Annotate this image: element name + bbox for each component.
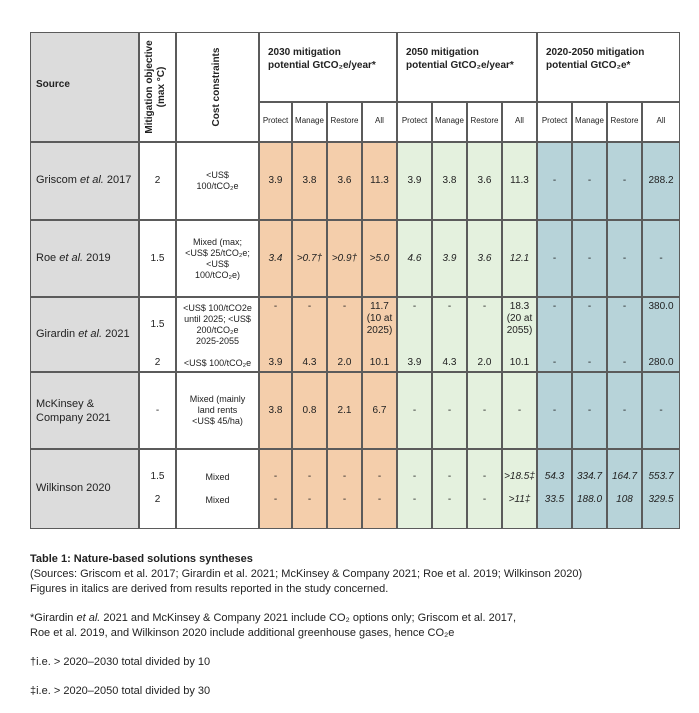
value-cell: 4.3 (302, 357, 317, 368)
value-cell: - (482, 494, 487, 505)
subheader-protect: Protect (401, 116, 428, 125)
body-cell (432, 449, 467, 529)
subheader-all: All (375, 116, 384, 125)
value-cell: 380.0 (648, 301, 674, 312)
value-cell: 3.9 (407, 357, 422, 368)
value-cell: - (587, 404, 592, 416)
body-cell (176, 449, 259, 529)
value-cell: - (447, 494, 452, 505)
value-cell: - (587, 357, 592, 368)
objective-value: 1.5 (150, 471, 165, 482)
value-cell: 4.6 (407, 252, 422, 264)
cost-line: <US$ (206, 170, 229, 180)
body-cell (607, 449, 642, 529)
value-cell: - (307, 494, 312, 505)
value-cell: 3.9 (442, 252, 457, 264)
cost-line: Mixed (max; (192, 236, 242, 247)
objective-value: 2 (154, 494, 161, 505)
body-cell (502, 449, 537, 529)
value-cell: - (622, 175, 627, 186)
value-cell: - (552, 404, 557, 416)
value-cell: - (552, 175, 557, 186)
value-cell: - (587, 301, 592, 312)
value-cell: - (447, 301, 452, 312)
value-cell: 0.8 (302, 404, 317, 416)
double-dagger-footnote: ‡i.e. > 2020–2050 total divided by 30 (30, 685, 211, 697)
header-g2050-line: 2050 mitigation (406, 47, 479, 58)
objective-value: 2 (154, 357, 161, 368)
value-cell: >18.5‡ (504, 471, 535, 482)
body-cell (537, 449, 572, 529)
body-cell (397, 449, 432, 529)
value-cell: - (587, 175, 592, 186)
value-cell: - (622, 301, 627, 312)
value-cell: - (552, 301, 557, 312)
header-g2020_2050-line: 2020-2050 mitigation (546, 47, 645, 58)
body-cell (642, 449, 680, 529)
subheader-manage: Manage (435, 116, 464, 125)
value-cell: 188.0 (576, 494, 603, 505)
value-cell: - (273, 301, 278, 312)
value-cell: 11.3 (510, 175, 529, 186)
subheader-restore: Restore (470, 116, 499, 125)
header-objective-label: Mitigation objective (max °C) (143, 40, 167, 134)
cost-line: land rents (197, 405, 238, 415)
value-cell: - (622, 404, 627, 416)
value-cell: - (412, 404, 417, 416)
table-sources: (Sources: Griscom et al. 2017; Girardin et al. 2021; McKinsey & Company 2021; Roe et al. 2019; Wilkinson 2020) (30, 568, 583, 580)
table-caption: Table 1: Nature-based solutions syntheses (30, 553, 253, 565)
value-cell: - (482, 471, 487, 482)
value-all-2050: (20 at (506, 313, 533, 324)
cost-line: Mixed (205, 471, 230, 482)
value-cell: - (622, 357, 627, 368)
value-cell: - (307, 301, 312, 312)
body-cell (30, 372, 139, 449)
source-label: Company 2021 (36, 411, 111, 424)
value-cell: - (482, 301, 487, 312)
subheader-restore: Restore (330, 116, 359, 125)
value-cell: 2.0 (337, 357, 352, 368)
value-cell: - (659, 252, 663, 264)
cost-line: <US$ 100/tCO₂e (183, 357, 252, 368)
header-source-label: Source (36, 79, 70, 90)
value-cell: - (412, 301, 417, 312)
value-cell: 3.6 (337, 175, 352, 186)
objective-value: 1.5 (150, 319, 165, 330)
value-cell: 280.0 (648, 357, 674, 368)
value-cell: 10.1 (509, 357, 530, 368)
value-cell: 288.2 (648, 175, 674, 186)
value-cell: 3.9 (268, 175, 283, 186)
body-cell (572, 449, 607, 529)
value-cell: - (342, 301, 347, 312)
body-cell (259, 449, 292, 529)
value-cell: >0.7† (296, 252, 323, 264)
value-cell: 33.5 (544, 494, 565, 505)
value-cell: 2.0 (477, 357, 492, 368)
italics-note: Figures in italics are derived from results reported in the study concerned. (30, 583, 389, 595)
value-all-2030: 11.7 (370, 301, 389, 312)
value-all-2030: 2025) (366, 325, 393, 336)
value-cell: 3.6 (477, 175, 492, 186)
body-cell (362, 449, 397, 529)
value-cell: - (307, 471, 312, 482)
cost-line: <US$ 100/tCO2e (183, 303, 252, 313)
cost-line: <US$ 25/tCO₂e; (185, 247, 250, 258)
subheader-manage: Manage (295, 116, 324, 125)
table-notes (30, 552, 670, 699)
value-cell: - (412, 494, 417, 505)
value-cell: - (412, 471, 417, 482)
value-cell: - (447, 404, 452, 416)
value-all-2030: (10 at (366, 313, 393, 324)
value-cell: 108 (616, 494, 633, 505)
value-all-2050: 18.3 (509, 301, 530, 312)
body-cell (467, 449, 502, 529)
value-cell: - (377, 494, 382, 505)
cost-line: until 2025; <US$ (184, 314, 251, 324)
value-cell: 3.6 (477, 252, 492, 264)
value-cell: 3.8 (442, 175, 457, 186)
cost-line: <US$ (206, 258, 229, 269)
header-g2030-line: potential GtCO₂e/year* (268, 60, 376, 71)
value-cell: - (342, 471, 347, 482)
subheader-protect: Protect (262, 116, 289, 125)
value-cell: - (659, 404, 663, 416)
value-cell: - (552, 252, 557, 264)
cost-line: 200/tCO₂e (196, 325, 239, 335)
value-cell: 12.1 (509, 252, 530, 264)
value-cell: 2.1 (337, 404, 352, 416)
value-cell: 553.7 (648, 471, 674, 482)
value-cell: >5.0 (369, 252, 390, 264)
source-label: Wilkinson 2020 (36, 482, 111, 494)
header-g2030-line: 2030 mitigation (268, 47, 341, 58)
body-cell (292, 449, 327, 529)
source-label: Roe et al. 2019 (36, 251, 111, 264)
subheader-all: All (656, 116, 666, 125)
header-cost-label: Cost constraints (210, 47, 222, 127)
objective-value: - (155, 404, 160, 416)
cost-line: 100/tCO₂e (196, 181, 239, 191)
cost-line: 100/tCO₂e) (194, 269, 240, 280)
source-label: McKinsey & (36, 397, 95, 410)
value-cell: - (587, 252, 592, 264)
value-cell: 54.3 (544, 471, 565, 482)
value-cell: - (273, 494, 278, 505)
subheader-all: All (515, 116, 524, 125)
cost-line: <US$ 45/ha) (192, 416, 243, 426)
subheader-restore: Restore (610, 116, 639, 125)
value-cell: 164.7 (611, 471, 638, 482)
cost-line: Mixed (205, 494, 230, 505)
star-footnote-line2: Roe et al. 2019, and Wilkinson 2020 include additional greenhouse gases, hence CO₂e (30, 627, 455, 639)
value-cell: 6.7 (372, 404, 387, 416)
dagger-footnote: †i.e. > 2020–2030 total divided by 10 (30, 656, 211, 668)
value-cell: 3.9 (268, 357, 283, 368)
value-cell: >0.9† (331, 252, 358, 264)
value-cell: - (273, 471, 278, 482)
value-cell: - (447, 471, 452, 482)
value-cell: 329.5 (648, 494, 674, 505)
subheader-manage: Manage (575, 116, 604, 125)
value-cell: - (517, 404, 522, 416)
value-cell: 3.4 (268, 252, 283, 264)
value-cell: 4.3 (442, 357, 457, 368)
value-all-2050: 2055) (506, 325, 533, 336)
value-cell: 334.7 (576, 471, 603, 482)
synthesis-table (30, 32, 680, 529)
value-cell: 3.8 (268, 404, 283, 416)
value-cell: >11‡ (508, 494, 531, 505)
objective-value: 2 (154, 175, 161, 186)
subheader-protect: Protect (541, 116, 568, 125)
value-cell: - (377, 471, 382, 482)
value-cell: - (552, 357, 557, 368)
value-cell: 3.9 (407, 175, 422, 186)
body-cell (139, 449, 176, 529)
body-cell (327, 449, 362, 529)
star-footnote-line1: *Girardin et al. 2021 and McKinsey & Company 2021 include CO₂ options only; Griscom et al. 2017, (30, 612, 517, 624)
value-cell: 10.1 (369, 357, 390, 368)
cost-line: Mixed (mainly (189, 394, 246, 404)
source-label: Girardin et al. 2021 (36, 327, 130, 340)
value-cell: - (342, 494, 347, 505)
value-cell: 3.8 (302, 175, 317, 186)
value-cell: - (482, 404, 487, 416)
header-g2020_2050-line: potential GtCO₂e* (546, 60, 631, 71)
source-label: Griscom et al. 2017 (36, 174, 132, 186)
value-cell: 11.3 (370, 175, 389, 186)
objective-value: 1.5 (150, 252, 165, 264)
cost-line: 2025-2055 (195, 336, 240, 346)
header-g2050-line: potential GtCO₂e/year* (406, 60, 514, 71)
value-cell: - (622, 252, 627, 264)
